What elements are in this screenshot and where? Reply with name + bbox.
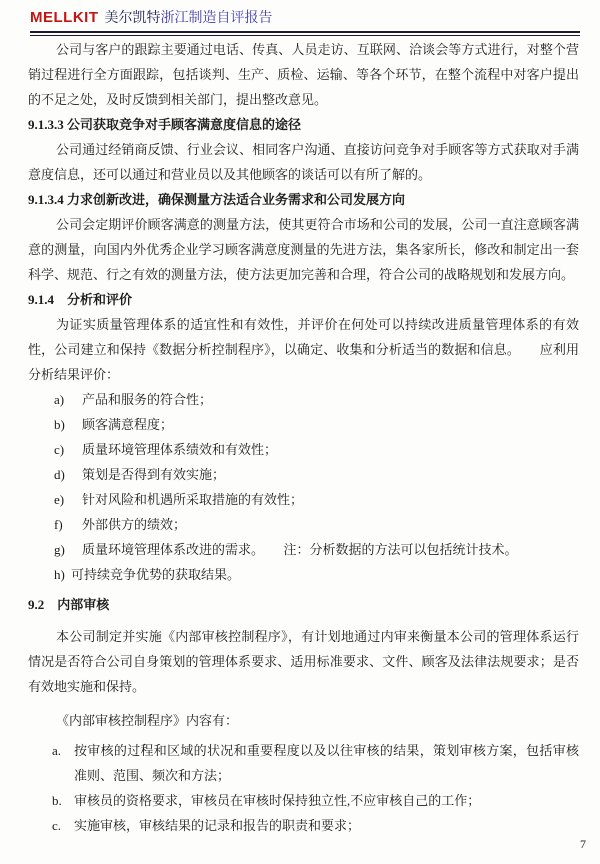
list-marker: c. <box>52 818 62 833</box>
list-item-analysis-d <box>28 462 579 487</box>
paragraph-9-1-3-3: 公司通过经销商反馈、行业会议、相同客户沟通、直接访问竞争对手顾客等方式获取对手满意度信息，还可以通过和营业员以及其他顾客的谈话可以有所了解的。 <box>28 142 579 182</box>
list-text: 外部供方的绩效； <box>82 517 187 532</box>
list-item-analysis-f <box>28 512 579 537</box>
page-header <box>30 8 580 36</box>
list-marker: c) <box>54 442 65 457</box>
list-marker: b) <box>54 417 65 432</box>
heading-9-1-3-4: 9.1.3.4 力求创新改进，确保测量方法适合业务需求和公司发展方向 <box>28 192 406 207</box>
list-text: 审核员的资格要求，审核员在审核时保持独立性,不应审核自己的工作； <box>74 793 481 808</box>
list-marker: d) <box>54 467 65 482</box>
list-item-analysis-e <box>28 487 579 512</box>
list-marker: a. <box>52 743 62 758</box>
document-body <box>28 37 579 838</box>
list-text: 质量环境管理体系绩效和有效性； <box>82 442 278 457</box>
list-text: 可持续竞争优势的获取结果。 <box>71 567 241 582</box>
paragraph-9-1-4: 为证实质量管理体系的适宜性和有效性，并评价在何处可以持续改进质量管理体系的有效性，公司建立和保持《数据分析控制程序》，以确定、收集和分析适当的数据和信息。 应利用分析结果评价： <box>28 317 579 382</box>
heading-9-1-3-3: 9.1.3.3 公司获取竞争对手顾客满意度信息的途径 <box>28 117 302 132</box>
list-item-audit-a <box>28 738 579 788</box>
list-text: 策划是否得到有效实施； <box>82 467 226 482</box>
report-title: 浙江制造自评报告 <box>160 11 273 26</box>
list-text: 针对风险和机遇所采取措施的有效性； <box>82 492 304 507</box>
list-item-analysis-a <box>28 387 579 412</box>
list-marker: g) <box>54 542 65 557</box>
paragraph-9-1-3-4: 公司会定期评价顾客满意的测量方法，使其更符合市场和公司的发展，公司一直注意顾客满意的测量，向国内外优秀企业学习顾客满意度测量的先进方法，集各家所长，修改和制定出一套科学、规范、行之有效的测量方法，使方法更加完善和合理，符合公司的战略规划和发展方向。 <box>28 217 579 282</box>
heading-9-2: 9.2 内部审核 <box>28 597 110 612</box>
list-item-analysis-g <box>28 537 579 562</box>
paragraph-9-2-intro: 《内部审核控制程序》内容有： <box>56 713 239 728</box>
list-item-analysis-b <box>28 412 579 437</box>
company-name: 美尔凯特 <box>104 11 161 26</box>
list-item-audit-b <box>28 788 579 813</box>
list-marker: b. <box>52 793 62 808</box>
list-text: 按审核的过程和区域的状况和重要程度以及以往审核的结果，策划审核方案，包括审核准则、范围、频次和方法； <box>74 743 579 783</box>
header-divider <box>30 31 580 36</box>
heading-9-1-4: 9.1.4 分析和评价 <box>28 292 133 307</box>
header-title <box>30 8 580 29</box>
list-marker: e) <box>54 492 65 507</box>
list-item-analysis-h <box>28 562 579 587</box>
list-text: 质量环境管理体系改进的需求。 注：分析数据的方法可以包括统计技术。 <box>82 542 518 557</box>
page-number: 7 <box>580 837 586 851</box>
brand-logo-text: MELLKIT <box>30 9 99 26</box>
list-item-audit-c <box>28 813 579 838</box>
list-text: 产品和服务的符合性； <box>82 392 213 407</box>
intro-paragraph: 公司与客户的跟踪主要通过电话、传真、人员走访、互联网、洽谈会等方式进行，对整个营销过程进行全方面跟踪，包括谈判、生产、质检、运输、等各个环节，在整个流程中对客户提出的不足之处，及时反馈到相关部门，提出整改意见。 <box>28 42 579 107</box>
list-marker: a) <box>54 392 65 407</box>
list-marker: h) <box>54 567 65 582</box>
list-marker: f) <box>54 517 63 532</box>
paragraph-9-2: 本公司制定并实施《内部审核控制程序》，有计划地通过内审来衡量本公司的管理体系运行情况是否符合公司自身策划的管理体系要求、适用标准要求、文件、顾客及法律法规要求；是否有效地实施和保持。 <box>28 629 579 694</box>
list-text: 顾客满意程度； <box>82 417 174 432</box>
list-item-analysis-c <box>28 437 579 462</box>
list-text: 实施审核，审核结果的记录和报告的职责和要求； <box>74 818 361 833</box>
